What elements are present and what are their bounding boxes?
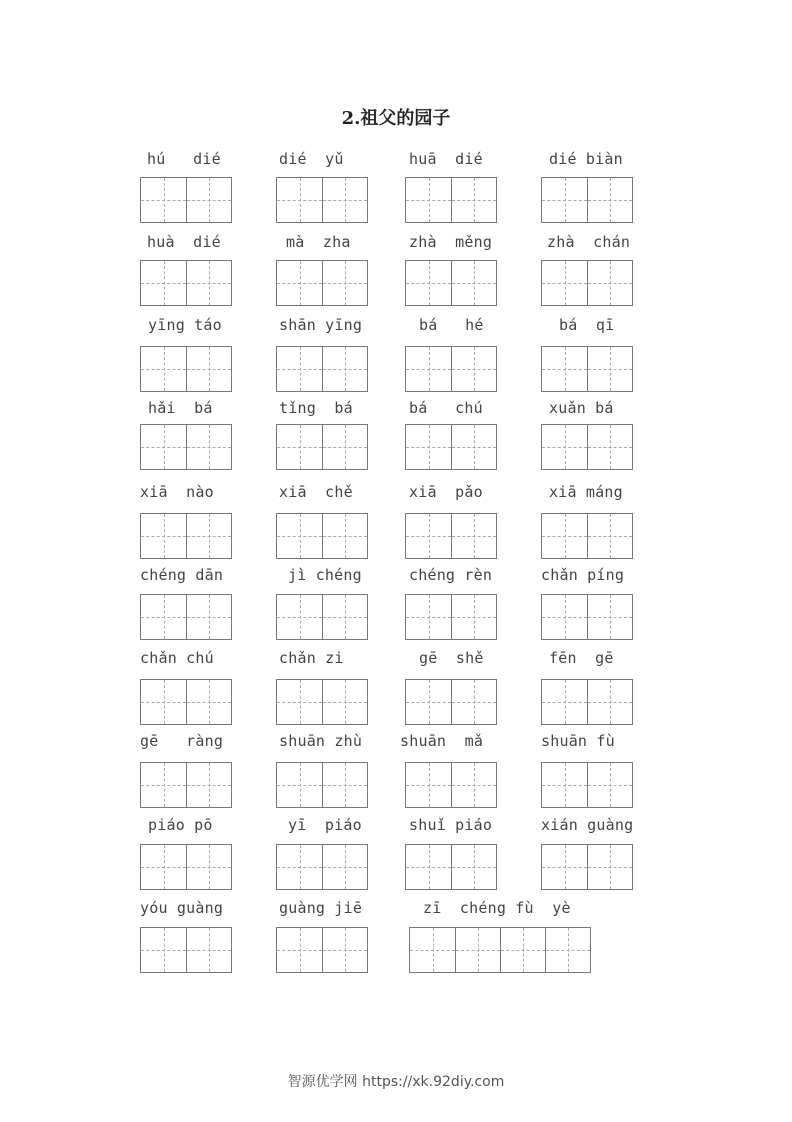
- tianzige-cell[interactable]: [542, 514, 587, 558]
- tianzige-cell[interactable]: [186, 425, 231, 469]
- tianzige-cell[interactable]: [455, 928, 500, 972]
- tianzige-cell[interactable]: [542, 425, 587, 469]
- tianzige-cell[interactable]: [186, 763, 231, 807]
- writing-grid[interactable]: [140, 594, 232, 640]
- pinyin-label: xiā chě: [279, 483, 353, 501]
- tianzige-cell[interactable]: [451, 595, 496, 639]
- footer-watermark: 智源优学网 https://xk.92diy.com: [287, 1074, 505, 1090]
- writing-grid[interactable]: [541, 513, 633, 559]
- tianzige-cell[interactable]: [406, 845, 451, 889]
- writing-grid[interactable]: [541, 424, 633, 470]
- pinyin-label: chǎn chú: [140, 649, 214, 667]
- writing-grid[interactable]: [405, 594, 497, 640]
- pinyin-label: huā dié: [409, 150, 483, 168]
- tianzige-cell[interactable]: [587, 680, 632, 724]
- writing-grid[interactable]: [405, 844, 497, 890]
- tianzige-cell[interactable]: [141, 514, 186, 558]
- tianzige-cell[interactable]: [451, 425, 496, 469]
- tianzige-cell[interactable]: [542, 595, 587, 639]
- tianzige-cell[interactable]: [406, 261, 451, 305]
- pinyin-label: shuān fù: [541, 732, 615, 750]
- tianzige-cell[interactable]: [186, 178, 231, 222]
- tianzige-cell[interactable]: [322, 261, 367, 305]
- tianzige-cell[interactable]: [545, 928, 590, 972]
- tianzige-cell[interactable]: [587, 595, 632, 639]
- writing-grid[interactable]: [140, 927, 232, 973]
- tianzige-cell[interactable]: [141, 680, 186, 724]
- writing-grid[interactable]: [276, 260, 368, 306]
- tianzige-cell[interactable]: [406, 595, 451, 639]
- pinyin-label: mà zha: [286, 233, 351, 251]
- pinyin-label: bá qī: [559, 316, 615, 334]
- tianzige-cell[interactable]: [186, 261, 231, 305]
- tianzige-cell[interactable]: [141, 763, 186, 807]
- pinyin-label: xuǎn bá: [549, 399, 614, 417]
- pinyin-label: dié yǔ: [279, 150, 344, 168]
- writing-grid[interactable]: [140, 260, 232, 306]
- writing-grid[interactable]: [405, 679, 497, 725]
- writing-grid[interactable]: [276, 844, 368, 890]
- pinyin-label: chǎn píng: [541, 566, 625, 584]
- tianzige-cell[interactable]: [587, 514, 632, 558]
- pinyin-label: tǐng bá: [279, 399, 353, 417]
- writing-grid[interactable]: [140, 424, 232, 470]
- writing-grid[interactable]: [276, 594, 368, 640]
- pinyin-label: bá hé: [419, 316, 484, 334]
- pinyin-label: gē ràng: [140, 732, 224, 750]
- tianzige-cell[interactable]: [451, 763, 496, 807]
- tianzige-cell[interactable]: [141, 928, 186, 972]
- writing-grid[interactable]: [405, 177, 497, 223]
- tianzige-cell[interactable]: [587, 845, 632, 889]
- pinyin-label: yī piáo: [288, 816, 362, 834]
- writing-grid[interactable]: [405, 513, 497, 559]
- tianzige-cell[interactable]: [451, 845, 496, 889]
- tianzige-cell[interactable]: [141, 845, 186, 889]
- page-title: 2.祖父的园子: [341, 108, 451, 129]
- pinyin-label: shuān mǎ: [400, 732, 484, 750]
- tianzige-cell[interactable]: [186, 680, 231, 724]
- writing-grid[interactable]: [140, 679, 232, 725]
- pinyin-label: guàng jiē: [279, 899, 363, 917]
- tianzige-cell[interactable]: [406, 514, 451, 558]
- tianzige-cell[interactable]: [322, 595, 367, 639]
- tianzige-cell[interactable]: [277, 845, 322, 889]
- writing-grid[interactable]: [541, 177, 633, 223]
- tianzige-cell[interactable]: [277, 928, 322, 972]
- pinyin-label: zhà měng: [409, 233, 493, 251]
- tianzige-cell[interactable]: [277, 763, 322, 807]
- pinyin-label: piáo pō: [148, 816, 213, 834]
- tianzige-cell[interactable]: [406, 425, 451, 469]
- tianzige-cell[interactable]: [186, 514, 231, 558]
- writing-grid[interactable]: [276, 762, 368, 808]
- tianzige-cell[interactable]: [451, 347, 496, 391]
- writing-grid[interactable]: [140, 513, 232, 559]
- tianzige-cell[interactable]: [542, 845, 587, 889]
- tianzige-cell[interactable]: [277, 425, 322, 469]
- tianzige-cell[interactable]: [542, 680, 587, 724]
- writing-grid[interactable]: [541, 762, 633, 808]
- pinyin-label: dié biàn: [549, 150, 623, 168]
- tianzige-cell[interactable]: [141, 425, 186, 469]
- pinyin-label: zī chéng fù yè: [423, 899, 571, 917]
- pinyin-label: zhà chán: [547, 233, 631, 251]
- tianzige-cell[interactable]: [322, 514, 367, 558]
- tianzige-cell[interactable]: [186, 595, 231, 639]
- writing-grid[interactable]: [276, 424, 368, 470]
- tianzige-cell[interactable]: [141, 261, 186, 305]
- tianzige-cell[interactable]: [587, 425, 632, 469]
- tianzige-cell[interactable]: [277, 514, 322, 558]
- tianzige-cell[interactable]: [542, 178, 587, 222]
- writing-grid[interactable]: [276, 177, 368, 223]
- pinyin-label: xiā máng: [549, 483, 623, 501]
- tianzige-cell[interactable]: [277, 261, 322, 305]
- tianzige-cell[interactable]: [186, 347, 231, 391]
- writing-grid[interactable]: [541, 260, 633, 306]
- tianzige-cell[interactable]: [322, 425, 367, 469]
- pinyin-label: fēn gē: [549, 649, 614, 667]
- tianzige-cell[interactable]: [406, 680, 451, 724]
- tianzige-cell[interactable]: [141, 178, 186, 222]
- pinyin-label: chéng dān: [140, 566, 224, 584]
- tianzige-cell[interactable]: [587, 261, 632, 305]
- tianzige-cell[interactable]: [141, 595, 186, 639]
- pinyin-label: shuǐ piáo: [409, 816, 493, 834]
- tianzige-cell[interactable]: [277, 595, 322, 639]
- pinyin-label: bá chú: [409, 399, 483, 417]
- pinyin-label: hú dié: [147, 150, 221, 168]
- writing-grid[interactable]: [541, 346, 633, 392]
- pinyin-label: yīng táo: [148, 316, 222, 334]
- pinyin-label: gē shě: [419, 649, 484, 667]
- writing-grid[interactable]: [140, 762, 232, 808]
- pinyin-label: huà dié: [147, 233, 221, 251]
- writing-grid[interactable]: [405, 762, 497, 808]
- tianzige-cell[interactable]: [587, 347, 632, 391]
- tianzige-cell[interactable]: [587, 763, 632, 807]
- tianzige-cell[interactable]: [322, 178, 367, 222]
- writing-grid[interactable]: [541, 679, 633, 725]
- tianzige-cell[interactable]: [406, 763, 451, 807]
- writing-grid[interactable]: [541, 844, 633, 890]
- writing-grid[interactable]: [140, 844, 232, 890]
- tianzige-cell[interactable]: [542, 261, 587, 305]
- tianzige-cell[interactable]: [277, 680, 322, 724]
- tianzige-cell[interactable]: [410, 928, 455, 972]
- pinyin-label: chéng rèn: [409, 566, 493, 584]
- tianzige-cell[interactable]: [451, 261, 496, 305]
- tianzige-cell[interactable]: [451, 514, 496, 558]
- tianzige-cell[interactable]: [587, 178, 632, 222]
- tianzige-cell[interactable]: [451, 680, 496, 724]
- tianzige-cell[interactable]: [322, 763, 367, 807]
- pinyin-label: xiā nào: [140, 483, 214, 501]
- writing-grid[interactable]: [276, 346, 368, 392]
- tianzige-cell[interactable]: [277, 178, 322, 222]
- tianzige-cell[interactable]: [141, 347, 186, 391]
- writing-grid[interactable]: [276, 927, 368, 973]
- tianzige-cell[interactable]: [322, 928, 367, 972]
- pinyin-label: chǎn zi: [279, 649, 344, 667]
- writing-grid[interactable]: [276, 513, 368, 559]
- tianzige-cell[interactable]: [500, 928, 545, 972]
- pinyin-label: shān yīng: [279, 316, 363, 334]
- writing-grid[interactable]: [405, 424, 497, 470]
- pinyin-label: shuān zhù: [279, 732, 363, 750]
- tianzige-cell[interactable]: [406, 347, 451, 391]
- pinyin-label: jì chéng: [288, 566, 362, 584]
- tianzige-cell[interactable]: [186, 845, 231, 889]
- writing-grid[interactable]: [140, 177, 232, 223]
- tianzige-cell[interactable]: [277, 347, 322, 391]
- tianzige-cell[interactable]: [542, 763, 587, 807]
- tianzige-cell[interactable]: [406, 178, 451, 222]
- writing-grid[interactable]: [541, 594, 633, 640]
- pinyin-label: xiā pǎo: [409, 483, 483, 501]
- writing-grid[interactable]: [405, 346, 497, 392]
- pinyin-label: xián guàng: [541, 816, 634, 834]
- tianzige-cell[interactable]: [451, 178, 496, 222]
- writing-grid[interactable]: [276, 679, 368, 725]
- writing-grid[interactable]: [409, 927, 591, 973]
- tianzige-cell[interactable]: [322, 680, 367, 724]
- tianzige-cell[interactable]: [322, 347, 367, 391]
- writing-grid[interactable]: [405, 260, 497, 306]
- writing-grid[interactable]: [140, 346, 232, 392]
- tianzige-cell[interactable]: [186, 928, 231, 972]
- pinyin-label: hǎi bá: [148, 399, 213, 417]
- tianzige-cell[interactable]: [542, 347, 587, 391]
- pinyin-label: yóu guàng: [140, 899, 224, 917]
- tianzige-cell[interactable]: [322, 845, 367, 889]
